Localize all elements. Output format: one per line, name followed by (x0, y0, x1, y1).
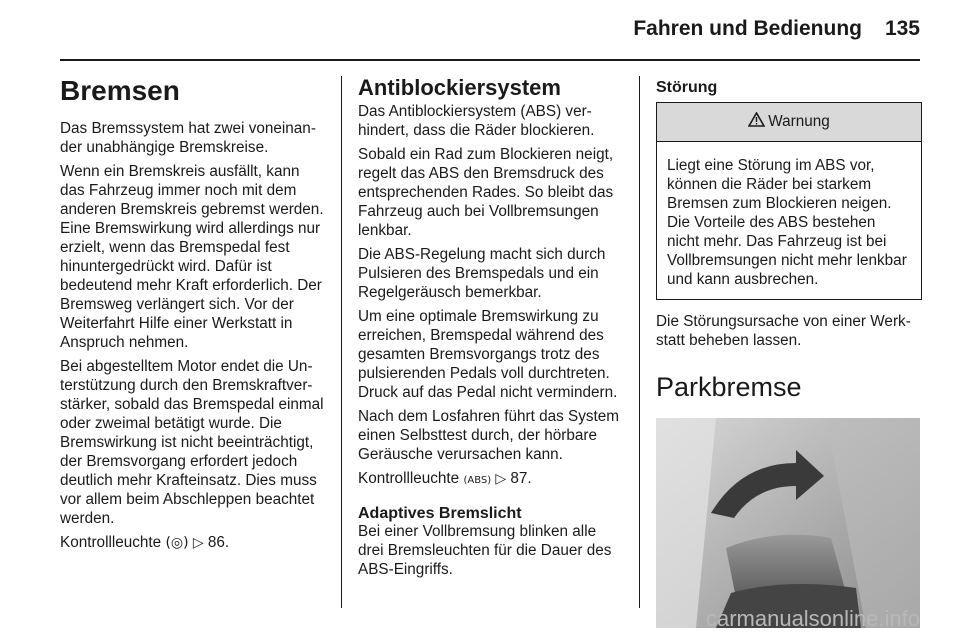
paragraph: Sobald ein Rad zum Blockieren neigt, regelt das ABS den Bremsdruck des entsprechenden Rades. So bleibt das Fahrzeug auch bei Vollbremsungen lenkbar. (358, 146, 614, 239)
heading-brakes: Bremsen (60, 75, 180, 106)
page-header (0, 0, 960, 62)
indicator-reference (60, 533, 326, 553)
header-divider (60, 59, 920, 61)
paragraph: Das Bremssystem hat zwei voneinander unabhängige Bremskreise. (60, 120, 316, 156)
page-ref-link[interactable]: 87. (510, 470, 532, 487)
paragraph: Nach dem Losfahren führt das System einen Selbsttest durch, der hörbare Geräusche verursachen kann. (358, 408, 620, 463)
column-divider (639, 76, 640, 608)
page-ref-arrow-icon: ▷ (192, 535, 204, 551)
warning-header (657, 103, 921, 142)
page-ref-arrow-icon: ▷ (495, 471, 507, 487)
abs-warning-icon: (ABS) (463, 475, 492, 486)
heading-abs: Antiblockiersystem (358, 75, 561, 100)
paragraph: Das Antiblockiersystem (ABS) verhindert, dass die Räder blockieren. (358, 103, 595, 139)
brake-warning-icon: (◎) (165, 535, 189, 551)
page-number: 135 (884, 17, 920, 40)
paragraph: Wenn ein Bremskreis ausfällt, kann das Fahrzeug immer noch mit dem anderen Bremskreis gebremst werden. Eine Bremswirkung wird allerdings nur erzielt, wenn das Bremspedal fest hinuntergedrückt wird. Dafür ist bedeutend mehr Kraft erforderlich. Der Bremsweg verlängert sich. Vor der Weiterfahrt Hilfe einer Werkstatt in Anspruch nehmen. (60, 163, 324, 351)
page-ref-link[interactable]: 86. (207, 534, 230, 551)
subheading-fault: Störung (656, 79, 718, 96)
warning-box (656, 102, 922, 300)
heading-parking-brake: Parkbremse (656, 372, 802, 402)
indicator-label: Kontrollleuchte (358, 470, 460, 487)
paragraph: Um eine optimale Bremswirkung zu erreichen, Bremspedal während des gesamten Bremsvorgangs trotz des pulsierenden Pedals voll durchtreten. Druck auf das Pedal nicht vermindern. (358, 308, 618, 401)
subheading-adaptive-brake-light: Adaptives Bremslicht (358, 505, 522, 522)
column-brakes (60, 76, 326, 558)
parking-brake-photo (656, 418, 920, 628)
paragraph: Die ABS-Regelung macht sich durch Pulsieren des Bremspedals und ein Regelgeräusch bemerkbar. (358, 246, 606, 301)
column-abs (358, 76, 624, 584)
indicator-label: Kontrollleuchte (60, 534, 162, 551)
section-title: Fahren und Bedienung (633, 17, 862, 40)
warning-title: Warnung (768, 113, 830, 130)
column-divider (341, 76, 342, 608)
warning-text: Liegt eine Störung im ABS vor, können die Räder bei starkem Bremsen zum Blockieren neigen. Die Vorteile des ABS bestehen nicht mehr. Das Fahrzeug ist bei Vollbremsungen nicht mehr lenkbar und kann ausbrechen. (667, 157, 907, 288)
warning-body (657, 142, 921, 299)
column-fault (656, 76, 922, 628)
warning-triangle-icon (748, 112, 765, 132)
paragraph: Die Störungsursache von einer Werkstatt beheben lassen. (656, 313, 911, 349)
paragraph: Bei einer Vollbremsung blinken alle drei Bremsleuchten für die Dauer des ABS-Eingriffs. (358, 523, 612, 578)
parking-brake-illustration (656, 418, 920, 628)
watermark: carmanualsonline.info (705, 606, 920, 631)
indicator-reference (358, 469, 624, 490)
paragraph: Bei abgestelltem Motor endet die Unterstützung durch den Bremskraftverstärker, sobald das Bremspedal einmal oder zweimal betätigt wurde. Die Bremswirkung ist nicht beeinträchtigt, der Bremsvorgang erfordert jedoch deutlich mehr Krafteinsatz. Dies muss vor allem beim Abschleppen beachtet werden. (60, 358, 324, 527)
